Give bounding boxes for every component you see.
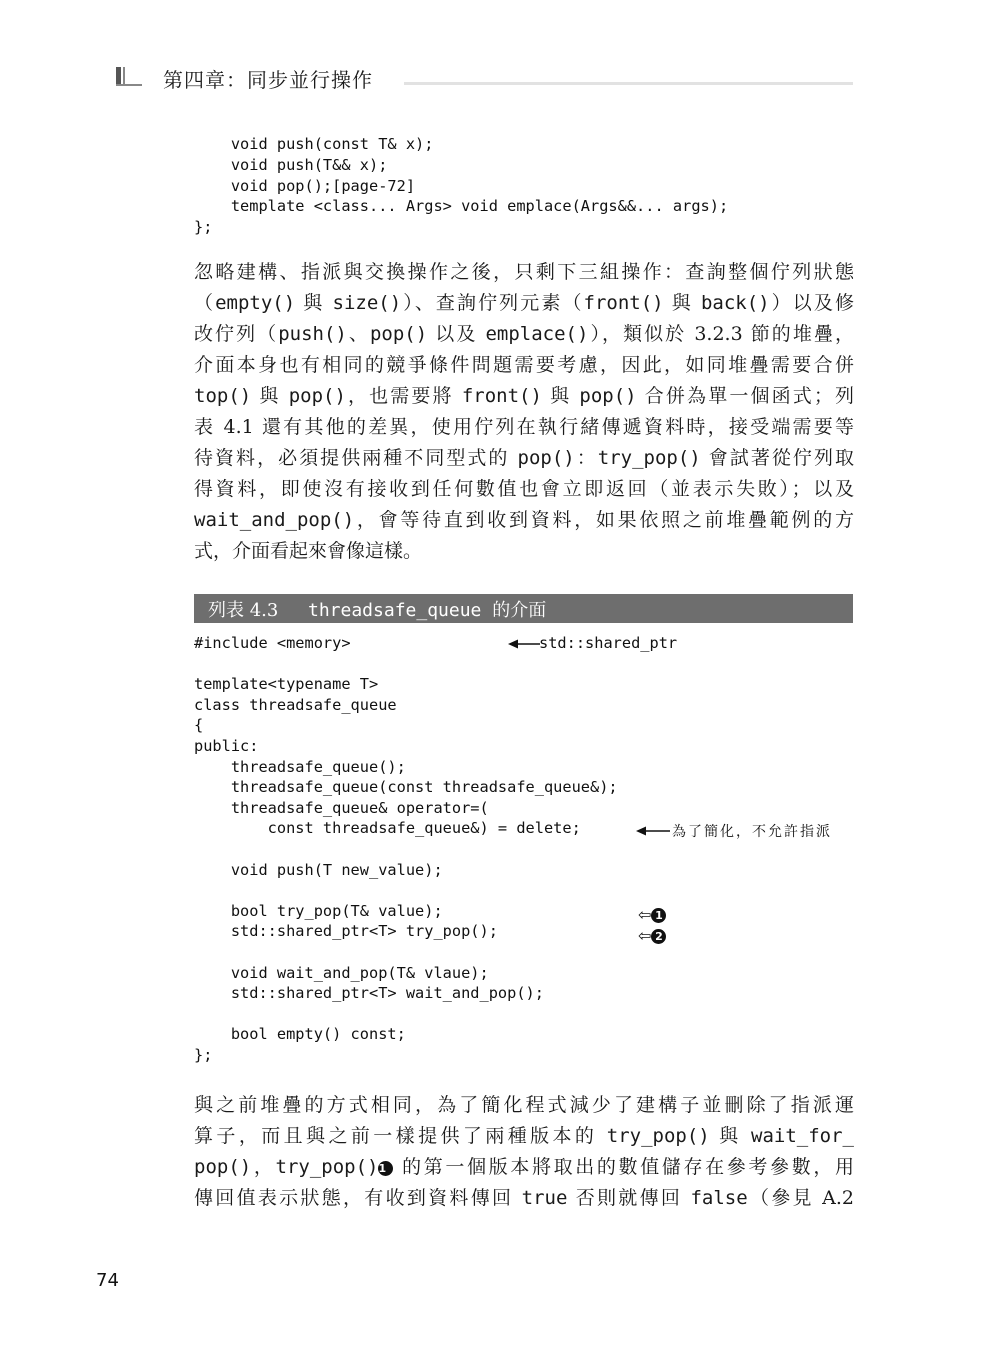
code-line: threadsafe_queue(const threadsafe_queue&); bbox=[194, 778, 618, 797]
text-line: wait_and_pop()，會等待直到收到資料，如果依照之前堆疊範例的方 bbox=[194, 509, 854, 531]
code-line: void push(const T& x); bbox=[194, 135, 434, 153]
text-line: pop()，try_pop()1 的第一個版本將取出的數值儲存在參考參數，用 bbox=[194, 1156, 854, 1178]
annotation-delete: 為了簡化，不允許指派 bbox=[672, 824, 832, 840]
text-line: 式，介面看起來會像這樣。 bbox=[194, 540, 423, 562]
code-line: }; bbox=[194, 1045, 213, 1064]
code-line: bool try_pop(T& value); bbox=[194, 901, 443, 920]
code-block-top bbox=[194, 134, 728, 238]
code-line: void push(T&& x); bbox=[194, 155, 388, 174]
code-line: std::shared_ptr<T> wait_and_pop(); bbox=[194, 984, 544, 1003]
paragraph-explanation bbox=[194, 1090, 854, 1214]
code-line: #include <memory> bbox=[194, 634, 351, 652]
arrow-left-icon bbox=[508, 638, 540, 650]
code-line: void wait_and_pop(T& vlaue); bbox=[194, 963, 489, 982]
callout-marker-1 bbox=[638, 905, 666, 924]
callout-marker-2 bbox=[638, 926, 666, 945]
text-line: 與之前堆疊的方式相同，為了簡化程式減少了建構子並刪除了指派運 bbox=[194, 1094, 854, 1116]
text-line: 得資料，即使沒有接收到任何數值也會立即返回（並表示失敗）；以及 bbox=[194, 478, 854, 500]
listing-title: threadsafe_queue 的介面 bbox=[308, 600, 547, 621]
chapter-title: 第四章：同步並行操作 bbox=[163, 68, 373, 92]
code-line: threadsafe_queue(); bbox=[194, 757, 406, 776]
text-line: 傳回值表示狀態，有收到資料傳回 true 否則就傳回 false（參見 A.2 bbox=[194, 1187, 855, 1209]
text-line: 介面本身也有相同的競爭條件問題需要考慮，因此，如同堆疊需要合併 bbox=[194, 354, 854, 376]
code-line: template<typename T> bbox=[194, 675, 379, 694]
code-line: class threadsafe_queue bbox=[194, 695, 397, 714]
hollow-arrow-left-icon: ⇦ bbox=[638, 905, 652, 924]
code-line: std::shared_ptr<T> try_pop(); bbox=[194, 922, 498, 941]
callout-number-icon: 1 bbox=[378, 1161, 393, 1176]
callout-number-icon: 1 bbox=[651, 908, 666, 923]
text-line: 改佇列（push()、pop() 以及 emplace()），類似於 3.2.3 節的堆疊， bbox=[194, 323, 854, 345]
header-rule bbox=[404, 82, 853, 85]
page-number: 74 bbox=[96, 1270, 119, 1291]
code-line: const threadsafe_queue&) = delete; bbox=[194, 819, 581, 838]
text-line: top() 與 pop()，也需要將 front() 與 pop() 合併為單一個函式；列 bbox=[194, 385, 854, 407]
code-line: bool empty() const; bbox=[194, 1025, 406, 1044]
code-line: public: bbox=[194, 736, 259, 755]
callout-number-icon: 2 bbox=[651, 929, 666, 944]
code-line: }; bbox=[194, 218, 213, 237]
text-line: 算子，而且與之前一樣提供了兩種版本的 try_pop() 與 wait_for_ bbox=[194, 1125, 854, 1147]
paragraph-intro bbox=[194, 257, 854, 567]
code-block-listing bbox=[194, 633, 618, 1065]
code-line: void push(T new_value); bbox=[194, 860, 443, 879]
code-line: template <class... Args> void emplace(Args&&... args); bbox=[194, 197, 729, 216]
text-line: 待資料，必須提供兩種不同型式的 pop()：try_pop() 會試著從佇列取 bbox=[194, 447, 854, 469]
chapter-marker-icon bbox=[116, 67, 142, 87]
code-line: threadsafe_queue& operator=( bbox=[194, 798, 489, 817]
listing-label: 列表 4.3 bbox=[208, 600, 279, 621]
text-line: （empty() 與 size()）、查詢佇列元素（front() 與 back()）以及修 bbox=[194, 292, 854, 314]
code-line: void pop();[page-72] bbox=[194, 176, 416, 195]
listing-caption-bar bbox=[194, 594, 853, 623]
code-line: { bbox=[194, 716, 204, 735]
text-line: 忽略建構、指派與交換操作之後，只剩下三組操作：查詢整個佇列狀態 bbox=[194, 261, 854, 283]
annotation-include: std::shared_ptr bbox=[539, 634, 678, 652]
arrow-left-icon bbox=[636, 825, 670, 837]
hollow-arrow-left-icon: ⇦ bbox=[638, 926, 652, 945]
text-line: 表 4.1 還有其他的差異，使用佇列在執行緒傳遞資料時，接受端需要等 bbox=[194, 416, 854, 438]
